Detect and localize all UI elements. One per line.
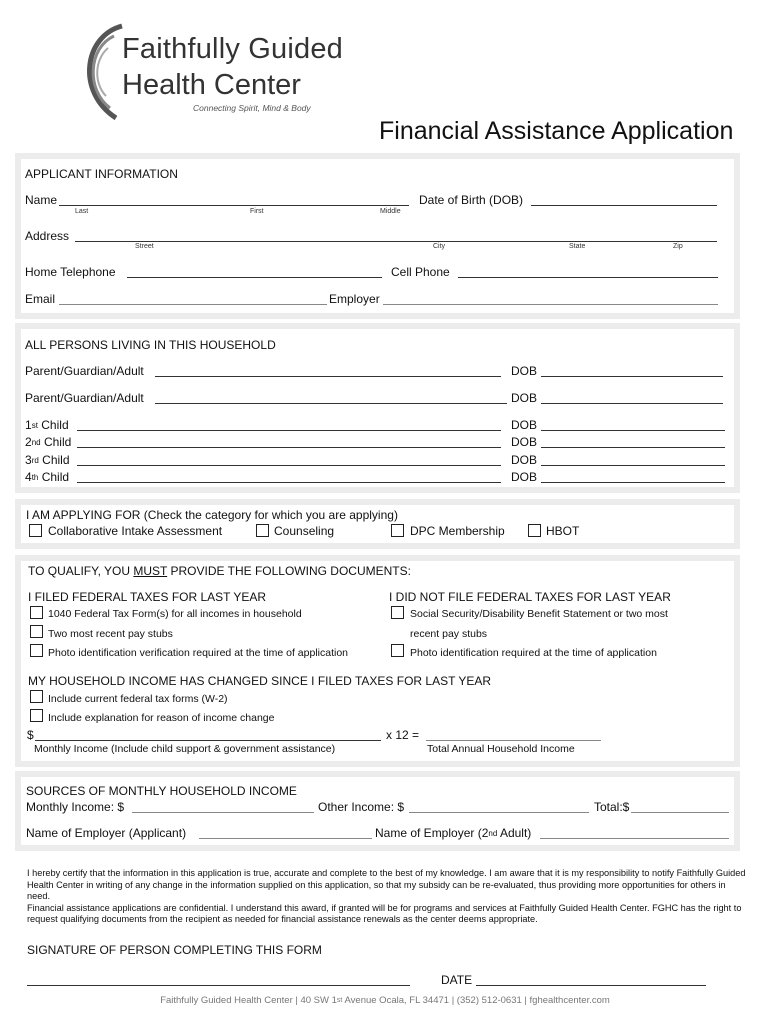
qualify-heading-pre: TO QUALIFY, YOU: [28, 564, 134, 578]
address-sub-city: City: [433, 243, 446, 250]
address-sub-state: State: [569, 243, 586, 250]
child2-dob-label: DOB: [511, 435, 538, 449]
qualify-heading-post: PROVIDE THE FOLLOWING DOCUMENTS:: [167, 564, 411, 578]
adult1-dob-field[interactable]: [541, 376, 723, 377]
filed-photo-id-checkbox[interactable]: [30, 644, 43, 657]
notfiled-ss-label-cont: recent pay stubs: [410, 628, 488, 640]
cell-phone-label: Cell Phone: [391, 265, 450, 279]
address-sub-street: Street: [135, 243, 154, 250]
sources-total-field[interactable]: [631, 812, 729, 813]
child3-dob-field[interactable]: [541, 465, 725, 466]
dpc-membership-checkbox[interactable]: [391, 524, 404, 537]
child4-ordinal: th: [31, 473, 39, 482]
child1-field[interactable]: [77, 430, 501, 431]
dob-label: Date of Birth (DOB): [419, 193, 524, 207]
adult1-dob-label: DOB: [511, 364, 538, 378]
child1-ordinal: st: [31, 421, 38, 430]
employer-second-post: Adult): [497, 826, 532, 840]
adult1-label: Parent/Guardian/Adult: [25, 364, 144, 378]
applying-heading: I AM APPLYING FOR (Check the category for which you are applying): [26, 508, 398, 522]
filed-1040-checkbox[interactable]: [30, 606, 43, 619]
footer-post: Avenue Ocala, FL 34471 | (352) 512-0631 | fghealthcenter.com: [342, 995, 610, 1006]
adult1-field[interactable]: [155, 376, 501, 377]
employer-second-label: [375, 826, 531, 840]
monthly-income-caption: Monthly Income (Include child support & government assistance): [34, 743, 336, 755]
child3-ordinal: rd: [31, 456, 39, 465]
notfiled-ss-checkbox[interactable]: [391, 606, 404, 619]
org-tagline: Connecting Spirit, Mind & Body: [193, 103, 311, 113]
annual-income-field[interactable]: [426, 740, 601, 741]
household-section: [15, 323, 740, 493]
applying-panel: [21, 505, 734, 543]
child2-ordinal: nd: [31, 438, 41, 447]
child3-text: Child: [42, 453, 70, 467]
employer-applicant-label: Name of Employer (Applicant): [26, 826, 187, 840]
qualify-panel: [21, 561, 734, 761]
adult2-dob-label: DOB: [511, 391, 538, 405]
sources-panel: [21, 777, 734, 845]
child4-text: Child: [41, 470, 70, 484]
employer-label: Employer: [329, 292, 380, 306]
child3-dob-label: DOB: [511, 453, 538, 467]
date-field[interactable]: [476, 985, 706, 986]
child1-text: Child: [41, 418, 69, 432]
adult2-field[interactable]: [155, 403, 507, 404]
name-sub-middle: Middle: [380, 208, 401, 215]
changed-explanation-checkbox[interactable]: [30, 709, 43, 722]
sources-heading: SOURCES OF MONTHLY HOUSEHOLD INCOME: [26, 784, 297, 798]
household-panel: [21, 329, 734, 487]
collaborative-label: Collaborative Intake Assessment: [48, 524, 223, 538]
address-sub-zip: Zip: [673, 243, 683, 250]
signature-field[interactable]: [27, 985, 410, 986]
child1-label: [25, 418, 69, 432]
changed-explanation-label: Include explanation for reason of income change: [48, 712, 275, 724]
notfiled-photo-id-label: Photo identification required at the time of application: [410, 647, 657, 659]
child2-text: Child: [43, 435, 72, 449]
qualify-section: [15, 555, 740, 767]
name-field[interactable]: [59, 205, 409, 206]
monthly-income-label: Monthly Income: $: [26, 800, 125, 814]
counseling-checkbox[interactable]: [256, 524, 269, 537]
child4-dob-label: DOB: [511, 470, 538, 484]
email-label: Email: [25, 292, 56, 306]
child4-num: 4: [25, 470, 32, 484]
child4-dob-field[interactable]: [541, 482, 725, 483]
certification-paragraph-1: I hereby certify that the information in this application is true, accurate and complete to the best of my knowledge. I am aware that it is my responsibility to notify Faithfully Guided Health Center in writing of any change in the information supplied on this application, so that my subsidy can be re-evaluated, thus providing more opportunities for others in need.: [27, 868, 746, 902]
dob-field[interactable]: [531, 205, 717, 206]
child4-field[interactable]: [77, 482, 501, 483]
signature-heading: SIGNATURE OF PERSON COMPLETING THIS FORM: [27, 943, 322, 957]
changed-w2-label: Include current federal tax forms (W-2): [48, 693, 228, 705]
employer-second-ordinal: nd: [488, 829, 498, 838]
sources-other-field[interactable]: [409, 812, 589, 813]
org-name-line1: Faithfully Guided: [122, 33, 344, 65]
child3-field[interactable]: [77, 465, 501, 466]
name-sub-first: First: [250, 208, 264, 215]
changed-heading: MY HOUSEHOLD INCOME HAS CHANGED SINCE I FILED TAXES FOR LAST YEAR: [28, 674, 491, 688]
applicant-heading: APPLICANT INFORMATION: [25, 167, 178, 181]
name-sub-last: Last: [75, 208, 89, 215]
collaborative-checkbox[interactable]: [29, 524, 42, 537]
household-heading: ALL PERSONS LIVING IN THIS HOUSEHOLD: [25, 338, 276, 352]
applicant-section: [15, 153, 740, 319]
employer-second-pre: Name of Employer (2: [375, 826, 489, 840]
cell-phone-field[interactable]: [458, 277, 718, 278]
footer-ordinal: st: [336, 997, 343, 1004]
qualify-heading: [28, 564, 411, 578]
name-label: Name: [25, 193, 58, 207]
employer-applicant-field[interactable]: [199, 838, 372, 839]
email-field[interactable]: [59, 304, 327, 305]
filed-photo-id-label: Photo identification verification required at the time of application: [48, 647, 349, 659]
certification-paragraph-2: Financial assistance applications are confidential. I understand this award, if granted will be for programs and services at Faithfully Guided Health Center. FGHC has the right to request qualifying documents from the recipient as needed for financial assistance renewals as the center deems appropriate.: [27, 902, 742, 925]
dollar-sign: $: [27, 728, 34, 742]
footer-pre: Faithfully Guided Health Center | 40 SW 1: [160, 995, 337, 1006]
filed-paystubs-label: Two most recent pay stubs: [48, 628, 173, 640]
child2-label: [25, 435, 71, 449]
employer-second-field[interactable]: [540, 838, 729, 839]
page-footer: [0, 995, 770, 1006]
employer-field[interactable]: [383, 304, 718, 305]
notfiled-ss-label: Social Security/Disability Benefit Statement or two most: [410, 608, 668, 620]
filed-paystubs-checkbox[interactable]: [30, 625, 43, 638]
hbot-label: HBOT: [546, 524, 580, 538]
total-label: Total:$: [594, 800, 630, 814]
sources-section: [15, 771, 740, 851]
adult2-label: Parent/Guardian/Adult: [25, 391, 144, 405]
child1-dob-field[interactable]: [541, 430, 725, 431]
hbot-checkbox[interactable]: [528, 524, 541, 537]
child2-dob-field[interactable]: [541, 447, 725, 448]
child2-num: 2: [25, 435, 32, 449]
filed-heading: I FILED FEDERAL TAXES FOR LAST YEAR: [28, 590, 267, 604]
sources-monthly-field[interactable]: [132, 812, 314, 813]
adult2-dob-field[interactable]: [541, 403, 723, 404]
date-label: DATE: [441, 973, 473, 987]
certification-text: [27, 868, 747, 926]
child3-num: 3: [25, 453, 32, 467]
annual-income-caption: Total Annual Household Income: [427, 743, 575, 755]
applying-section: [15, 499, 740, 549]
dpc-membership-label: DPC Membership: [410, 524, 505, 538]
home-phone-label: Home Telephone: [25, 265, 116, 279]
times-twelve: x 12 =: [386, 728, 420, 742]
filed-1040-label: 1040 Federal Tax Form(s) for all incomes in household: [48, 608, 302, 620]
child1-dob-label: DOB: [511, 418, 538, 432]
changed-w2-checkbox[interactable]: [30, 690, 43, 703]
address-label: Address: [25, 229, 70, 243]
other-income-label: Other Income: $: [318, 800, 405, 814]
notfiled-photo-id-checkbox[interactable]: [391, 644, 404, 657]
child3-label: [25, 453, 70, 467]
monthly-income-field[interactable]: [35, 740, 381, 741]
qualify-heading-must: MUST: [133, 564, 168, 578]
page-title: Financial Assistance Application: [379, 117, 734, 145]
notfiled-heading: I DID NOT FILE FEDERAL TAXES FOR LAST YEAR: [389, 590, 671, 604]
address-field[interactable]: [75, 241, 717, 242]
home-phone-field[interactable]: [127, 277, 382, 278]
child4-label: [25, 470, 69, 484]
child2-field[interactable]: [77, 447, 501, 448]
org-name-line2: Health Center: [122, 69, 301, 101]
counseling-label: Counseling: [274, 524, 335, 538]
child1-num: 1: [25, 418, 32, 432]
applicant-panel: [21, 159, 734, 313]
